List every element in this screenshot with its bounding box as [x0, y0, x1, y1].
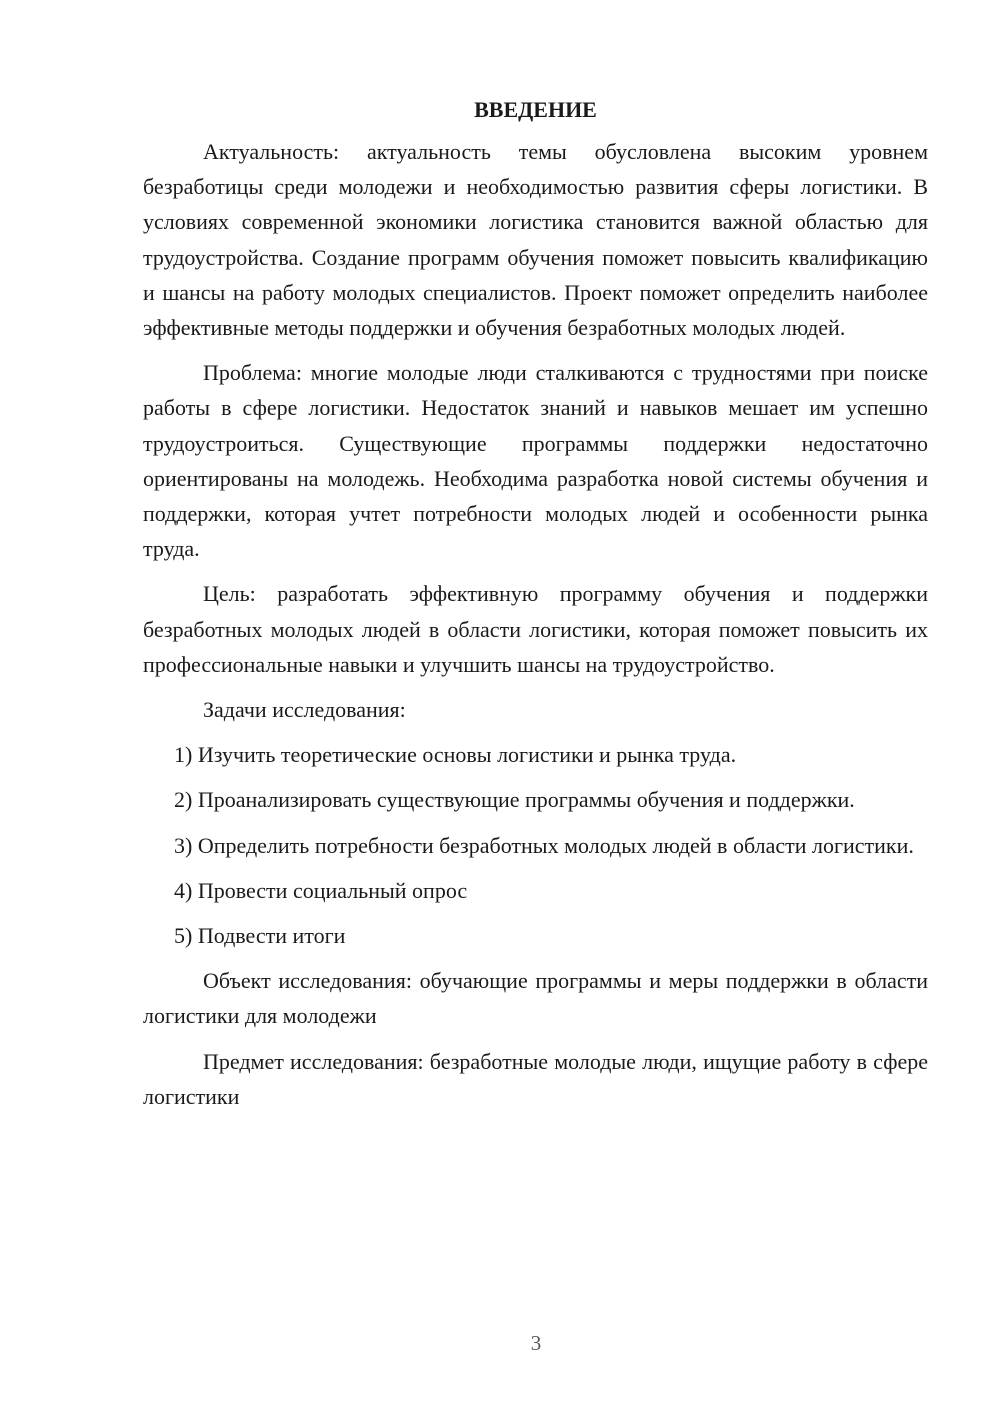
page-number: 3: [530, 1331, 542, 1355]
page-heading: ВВЕДЕНИЕ: [474, 97, 597, 122]
task-item-4: 4) Провести социальный опрос: [174, 877, 468, 903]
tasks-heading: Задачи исследования:: [203, 697, 406, 723]
page-content: [143, 92, 928, 1114]
task-item-5: 5) Подвести итоги: [174, 923, 346, 949]
task-item-2: 2) Проанализировать существующие программы обучения и поддержки.: [174, 787, 855, 813]
paragraph-object: Объект исследования: обучающие программы и меры поддержки в области логистики для молодежи: [143, 968, 928, 1029]
paragraph-goal: Цель: разработать эффективную программу обучения и поддержки безработных молодых людей в области логистики, которая поможет повысить их профессиональные навыки и улучшить шансы на трудоустройство.: [143, 581, 928, 677]
paragraph-problem: Проблема: многие молодые люди сталкиваются с трудностями при поиске работы в сфере логистики. Недостаток знаний и навыков мешает им успешно трудоустроиться. Существующие программы поддержки недостаточно ориентированы на молодежь. Необходима разработка новой системы обучения и поддержки, которая учтет потребности молодых людей и особенности рынка труда.: [143, 360, 928, 562]
paragraph-relevance: Актуальность: актуальность темы обусловлена высоким уровнем безработицы среди молодежи и необходимостью развития сферы логистики. В условиях современной экономики логистика становится важной областью для трудоустройства. Создание программ обучения поможет повысить квалификацию и шансы на работу молодых специалистов. Проект поможет определить наиболее эффективные методы поддержки и обучения безработных молодых людей.: [143, 139, 928, 341]
task-item-3: 3) Определить потребности безработных молодых людей в области логистики.: [174, 832, 914, 858]
paragraph-subject: Предмет исследования: безработные молодые люди, ищущие работу в сфере логистики: [143, 1048, 928, 1109]
task-item-1: 1) Изучить теоретические основы логистики и рынка труда.: [174, 742, 737, 768]
